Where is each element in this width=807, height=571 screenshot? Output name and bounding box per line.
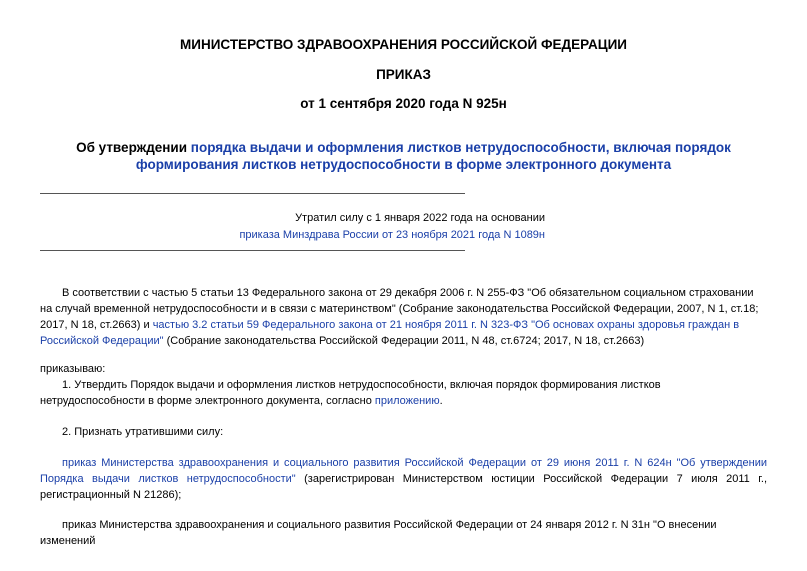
preamble-text-2: (Собрание законодательства Российской Федерации 2011, N 48, ст.6724; 2017, N 18, ст.2663)	[163, 335, 645, 347]
preamble-paragraph	[40, 285, 767, 349]
appendix-link[interactable]: приложению	[374, 395, 440, 407]
title-prefix: Об утверждении	[76, 140, 191, 155]
divider-bottom	[40, 250, 465, 251]
status-note: Утратил силу с 1 января 2022 года на основании	[295, 212, 545, 224]
preamble-text-1: В соответствии с частью 5 статьи 13 Федерального закона от 29 декабря 2006 г. N 255-ФЗ "Об обязательном социальном страховании на случай временной нетрудоспособности и в связи с материнством" (Собрание законодательства Российской Федерации, 2007, N 1, ст.18; 2017, N 18, ст.2663) и	[40, 287, 759, 331]
item-1-text: 1. Утвердить Порядок выдачи и оформления листков нетрудоспособности, включая порядок формирования листков нетрудоспособности в форме электронного документа, согласно	[40, 379, 661, 407]
status-note-link[interactable]: приказа Минздрава России от 23 ноября 2021 года N 1089н	[239, 229, 545, 241]
title-link[interactable]: порядка выдачи и оформления листков нетрудоспособности, включая порядок формирования листков нетрудоспособности в форме электронного документа	[135, 140, 731, 172]
order-item-1	[40, 377, 767, 409]
ministry-heading: МИНИСТЕРСТВО ЗДРАВООХРАНЕНИЯ РОССИЙСКОЙ ФЕДЕРАЦИИ	[180, 37, 627, 52]
repealed-order-1-text: (зарегистрирован Министерством юстиции Российской Федерации 7 июля 2011 г., регистрационный N 21286);	[40, 473, 768, 501]
repealed-order-1-link[interactable]: приказ Министерства здравоохранения и социального развития Российской Федерации от 29 июня 2011 г. N 624н "Об утверждении Порядка выдачи листков нетрудоспособности"	[40, 457, 767, 485]
document-date-number: от 1 сентября 2020 года N 925н	[300, 96, 507, 111]
order-item-2: 2. Признать утратившими силу:	[62, 426, 224, 438]
order-word: приказываю:	[40, 363, 106, 375]
preamble-law-link[interactable]: частью 3.2 статьи 59 Федерального закона от 21 ноября 2011 г. N 323-ФЗ "Об основах охраны здоровья граждан в Российской Федерации"	[40, 319, 740, 347]
divider-top	[40, 193, 465, 194]
repealed-order-1	[40, 455, 767, 503]
document-title	[40, 139, 767, 173]
item-1-end: .	[439, 395, 443, 407]
document-type: ПРИКАЗ	[376, 67, 431, 82]
repealed-order-2: приказ Министерства здравоохранения и социального развития Российской Федерации от 24 января 2012 г. N 31н "О внесении изменений	[40, 519, 717, 547]
